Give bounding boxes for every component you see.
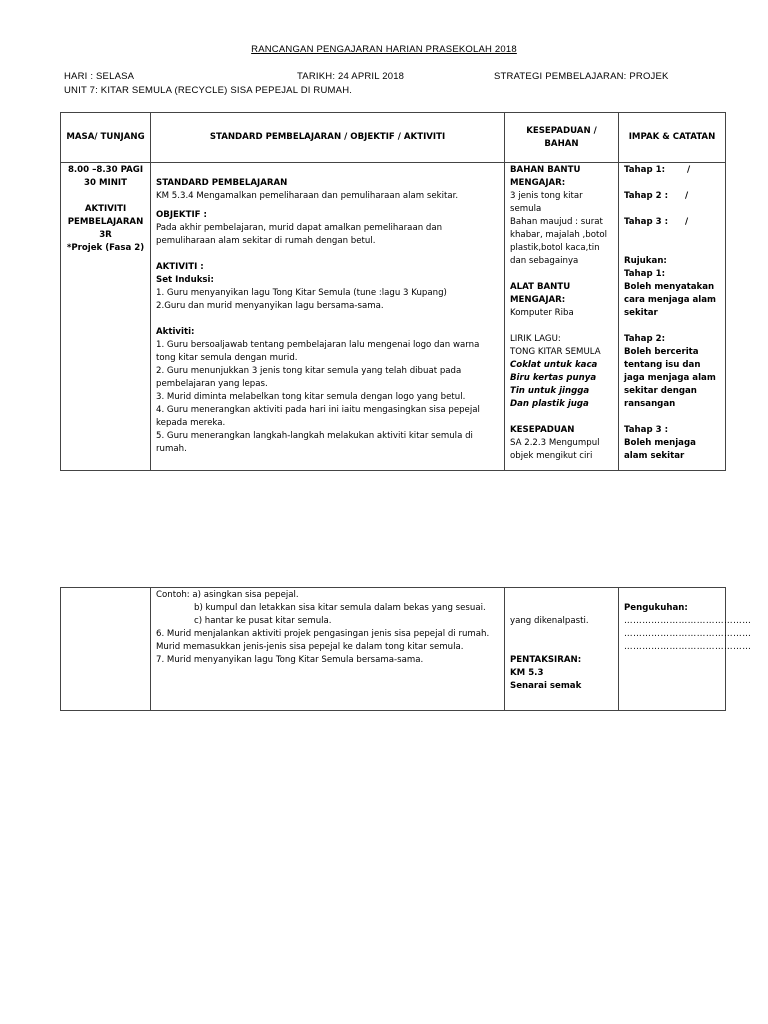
- pentaksiran-km: KM 5.3: [510, 668, 544, 678]
- lyrics-line-2: Biru kertas punya: [510, 373, 597, 383]
- rujukan-tahap-1: Tahap 1:: [624, 269, 666, 279]
- aktiviti-item-1: 1. Guru bersoaljawab tentang pembelajaran lalu mengenai logo dan warna tong kitar semula dengan murid.: [156, 340, 480, 363]
- induksi-title: Set Induksi:: [156, 275, 214, 285]
- impact-cell: [619, 163, 726, 471]
- duration-text: 30 MINIT: [84, 178, 127, 188]
- content-cell: [151, 588, 505, 711]
- pengukuhan-line-2: ……………………………………: [624, 629, 752, 639]
- induksi-item-1: 1. Guru menyanyikan lagu Tong Kitar Semula (tune :lagu 3 Kupang): [156, 288, 447, 298]
- aktiviti-title: Aktiviti:: [156, 327, 195, 337]
- contoh-a: Contoh: a) asingkan sisa pepejal.: [156, 590, 299, 600]
- impact-cell: [619, 588, 752, 711]
- sp-text: KM 5.3.4 Mengamalkan pemeliharaan dan pemuliharaan alam sekitar.: [156, 191, 459, 201]
- kesepaduan-continued: yang dikenalpasti.: [510, 616, 589, 626]
- aktiviti-item-3: 3. Murid diminta melabelkan tong kitar semula dengan logo yang betul.: [156, 392, 466, 402]
- lesson-plan-table-continued: [60, 587, 752, 711]
- contoh-c: c) hantar ke pusat kitar semula.: [194, 616, 332, 626]
- tahap-3-row: Tahap 3 : /: [624, 217, 689, 227]
- header-masa: MASA/ TUNJANG: [61, 113, 151, 163]
- aktiviti-item-7: 7. Murid menyanyikan lagu Tong Kitar Semula bersama-sama.: [156, 655, 424, 665]
- time-text: 8.00 –8.30 PAGI: [67, 165, 144, 175]
- tahap-2-row: Tahap 2 : /: [624, 191, 689, 201]
- project-text: *Projek (Fasa 2): [66, 243, 145, 253]
- pengukuhan-line-1: ……………………………………: [624, 616, 752, 626]
- date-field: TARIKH: 24 APRIL 2018: [297, 71, 405, 82]
- header-kesepaduan: KESEPADUAN / BAHAN: [505, 113, 619, 163]
- bbm-item-1: 3 jenis tong kitar semula: [510, 191, 583, 214]
- rujukan-tahap-2-text: Boleh bercerita tentang isu dan jaga menjaga alam sekitar dengan ransangan: [624, 347, 716, 409]
- lyrics-line-1: Coklat untuk kaca: [510, 360, 598, 370]
- tahap-1-row: Tahap 1: /: [624, 165, 691, 175]
- rujukan-tahap-1-text: Boleh menyatakan cara menjaga alam sekitar: [624, 282, 717, 318]
- lesson-plan-table: [60, 112, 726, 471]
- lyrics-line-3: Tin untuk jingga: [510, 386, 590, 396]
- abm-title: ALAT BANTU MENGAJAR:: [510, 282, 571, 305]
- pengukuhan-line-3: ……………………………………: [624, 642, 752, 652]
- kesepaduan-title: KESEPADUAN: [510, 425, 575, 435]
- page-title: RANCANGAN PENGAJARAN HARIAN PRASEKOLAH 2018: [251, 44, 517, 55]
- sp-title: STANDARD PEMBELAJARAN: [156, 178, 288, 188]
- contoh-b: b) kumpul dan letakkan sisa kitar semula dalam bekas yang sesuai.: [194, 603, 486, 613]
- unit-field: UNIT 7: KITAR SEMULA (RECYCLE) SISA PEPEJAL DI RUMAH.: [64, 85, 353, 96]
- rujukan-tahap-3: Tahap 3 :: [624, 425, 669, 435]
- strategy-field: STRATEGI PEMBELAJARAN: PROJEK: [494, 71, 669, 82]
- material-cell: [505, 163, 619, 471]
- time-cell: [61, 163, 151, 471]
- activity-text: AKTIVITI PEMBELAJARAN 3R: [67, 204, 144, 240]
- rujukan-title: Rujukan:: [624, 256, 667, 266]
- bbm-item-2: Bahan maujud : surat khabar, majalah ,botol plastik,botol kaca,tin dan sebagainya: [510, 217, 607, 266]
- time-cell-empty: [61, 588, 151, 711]
- rujukan-tahap-3-text: Boleh menjaga alam sekitar: [624, 438, 696, 461]
- aktiviti-item-4: 4. Guru menerangkan aktiviti pada hari ini iaitu mengasingkan sisa pepejal kepada mereka.: [156, 405, 480, 428]
- table-header-row: [61, 113, 726, 163]
- rujukan-tahap-2: Tahap 2:: [624, 334, 666, 344]
- lyrics-song-name: TONG KITAR SEMULA: [510, 347, 601, 357]
- table-row: [61, 588, 726, 711]
- aktiviti-item-6: 6. Murid menjalankan aktiviti projek pengasingan jenis sisa pepejal di rumah. Murid memasukkan jenis-jenis sisa pepejal ke dalam tong kitar semula.: [156, 629, 490, 652]
- header-standard: STANDARD PEMBELAJARAN / OBJEKTIF / AKTIVITI: [151, 113, 505, 163]
- content-cell: [151, 163, 505, 471]
- kesepaduan-text: SA 2.2.3 Mengumpul objek mengikut ciri: [510, 438, 600, 461]
- objective-text: Pada akhir pembelajaran, murid dapat amalkan pemeliharaan dan pemuliharaan alam sekitar di rumah dengan betul.: [156, 223, 443, 246]
- induksi-item-2: 2.Guru dan murid menyanyikan lagu bersama-sama.: [156, 301, 384, 311]
- pengukuhan-title: Pengukuhan:: [624, 603, 688, 613]
- objective-title: OBJEKTIF :: [156, 210, 207, 220]
- pentaksiran-title: PENTAKSIRAN:: [510, 655, 582, 665]
- aktiviti-item-5: 5. Guru menerangkan langkah-langkah melakukan aktiviti kitar semula di rumah.: [156, 431, 473, 454]
- aktiviti-item-2: 2. Guru menunjukkan 3 jenis tong kitar semula yang telah dibuat pada pembelajaran yang lepas.: [156, 366, 462, 389]
- lyrics-title: LIRIK LAGU:: [510, 334, 561, 344]
- day-field: HARI : SELASA: [64, 71, 135, 82]
- bbm-title: BAHAN BANTU MENGAJAR:: [510, 165, 581, 188]
- header-impak: IMPAK & CATATAN: [619, 113, 726, 163]
- material-cell: [505, 588, 619, 711]
- aktiviti-heading: AKTIVITI :: [156, 262, 204, 272]
- pentaksiran-text: Senarai semak: [510, 681, 582, 691]
- abm-item-1: Komputer Riba: [510, 308, 574, 318]
- lyrics-line-4: Dan plastik juga: [510, 399, 589, 409]
- table-row: [61, 163, 726, 471]
